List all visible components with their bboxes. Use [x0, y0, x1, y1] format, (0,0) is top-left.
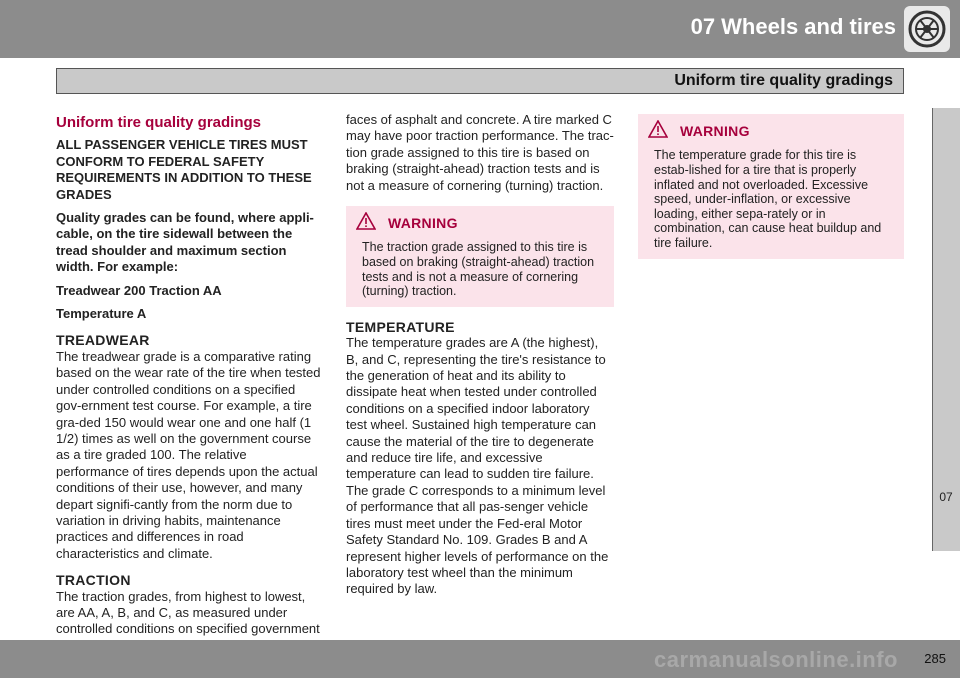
temperature-heading: TEMPERATURE [346, 318, 455, 335]
chapter-title: 07 Wheels and tires [690, 14, 896, 39]
page-number: 285 [924, 651, 946, 666]
column-2 [346, 112, 614, 598]
example-treadwear-traction: Treadwear 200 Traction AA [56, 282, 222, 298]
warning-triangle-icon [648, 120, 668, 142]
section-title-bar [56, 68, 904, 94]
chapter-side-tab [932, 108, 960, 551]
traction-warning-box [346, 206, 614, 307]
warning-text: The traction grade assigned to this tire is based on braking (straight-ahead) traction tests and is not a measure of cornering (turning) traction. [362, 240, 595, 299]
temperature-text: The temperature grades are A (the highest), B, and C, representing the tire's resistance to the generation of heat and its ability to dissipate heat when tested under controlled conditions on a specified indoor laboratory test wheel. Sustained high temperature can cause the material of the tire to degenerate and reduce tire life, and excessive temperature can lead to sudden tire failure. The grade C corresponds to a minimum level of performance that all pas-senger vehicle tires must meet under the Fed-eral Motor Safety Standard No. 109. Grades B and A represent higher levels of performance on the laboratory test wheel than the minimum required by law. [346, 335, 609, 597]
example-temperature: Temperature A [56, 306, 147, 322]
quality-grades-location: Quality grades can be found, where appli-cable, on the tire sidewall between the tread shoulder and maximum section width. For example: [56, 210, 314, 275]
page-heading: Uniform tire quality gradings [56, 114, 262, 131]
treadwear-heading: TREADWEAR [56, 332, 150, 349]
column-1 [56, 113, 322, 654]
warning-text: The temperature grade for this tire is estab-lished for a tire that is properly inflated and not overloaded. Excessive speed, under-inflation, or excessive loading, either sepa-rately or in combination, can cause heat buildup and tire failure. [654, 148, 882, 250]
temperature-warning-box [638, 114, 904, 259]
tire-icon [904, 6, 950, 52]
treadwear-text: The treadwear grade is a comparative rating based on the wear rate of the tire when tested under controlled conditions on a specified gov-ernment test course. For example, a tire gra-ded 150 would wear one and one half (1 1/2) times as well on the government course as a tire graded 100. The relative performance of tires depends upon the actual conditions of their use, however, and many depart signifi-cantly from the norm due to variation in driving habits, maintenance practices and differences in road characteristics and climate. [56, 348, 321, 561]
side-tab-label: 07 [939, 490, 953, 504]
column-3 [638, 112, 904, 271]
warning-title: WARNING [680, 123, 750, 139]
watermark: carmanualsonline.info [654, 647, 898, 672]
warning-title: WARNING [388, 215, 458, 232]
section-title: Uniform tire quality gradings [674, 72, 893, 89]
traction-text: The traction grades, from highest to lowest, are AA, A, B, and C, as measured under controlled conditions on specified government [56, 588, 320, 637]
traction-text-continued: faces of asphalt and concrete. A tire marked C may have poor traction performance. The trac-tion grade assigned to this tire is based on braking (straight-ahead) traction tests and is not a measure of cornering (turning) traction. [346, 112, 614, 193]
federal-requirements-notice: ALL PASSENGER VEHICLE TIRES MUST CONFORM TO FEDERAL SAFETY REQUIREMENTS IN ADDITION TO THESE GRADES [56, 137, 312, 202]
traction-heading: TRACTION [56, 572, 131, 589]
warning-triangle-icon [356, 212, 376, 234]
